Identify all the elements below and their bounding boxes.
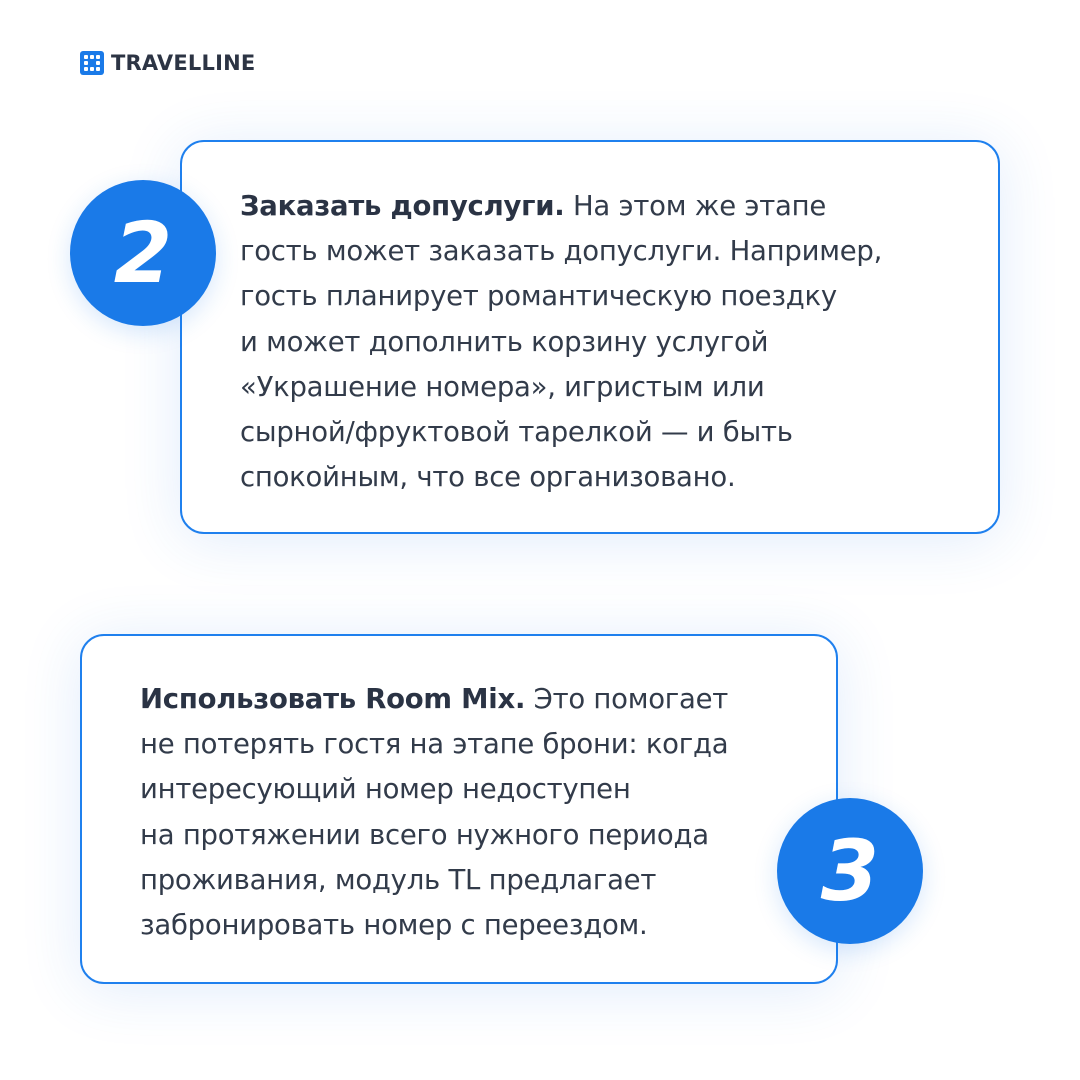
step-3-line-6: забронировать номер с переездом.: [140, 909, 648, 942]
step-2-line-3: гость планирует романтическую поездку: [240, 280, 837, 313]
step-2-number-badge: 2: [70, 180, 216, 326]
step-3-line-5: проживания, модуль TL предлагает: [140, 863, 657, 896]
brand-name: TRAVELLINE: [111, 51, 256, 75]
step-3-line-2: не потерять гостя на этапе брони: когда: [140, 728, 729, 761]
step-2-line-4: и может дополнить корзину услугой: [240, 325, 769, 358]
step-2-line-5: «Украшение номера», игристым или: [240, 370, 765, 403]
step-3-number-badge: 3: [777, 798, 923, 944]
brand-logo: [80, 50, 255, 76]
step-2-line-7: спокойным, что все организовано.: [240, 461, 736, 494]
step-3-line-4: на протяжении всего нужного периода: [140, 818, 709, 851]
step-2-title: Заказать допуслуги.: [240, 190, 565, 222]
step-2-line-6: сырной/фруктовой тарелкой — и быть: [240, 416, 793, 449]
step-3-line-1-text: Это помогает: [533, 683, 729, 715]
step-3-line-1: [140, 677, 728, 722]
step-3-line-3: интересующий номер недоступен: [140, 773, 631, 806]
travelline-logo-icon: [80, 51, 104, 75]
step-3-card: [80, 634, 838, 984]
step-3-text: [140, 677, 728, 948]
step-2-line-1: [240, 184, 882, 229]
step-2-line-1-text: На этом же этапе: [573, 190, 826, 222]
step-2-card: [180, 140, 1000, 534]
step-2-text: [240, 184, 882, 500]
step-3-title: Использовать Room Mix.: [140, 683, 526, 715]
step-2-line-2: гость может заказать допуслуги. Например,: [240, 235, 883, 268]
